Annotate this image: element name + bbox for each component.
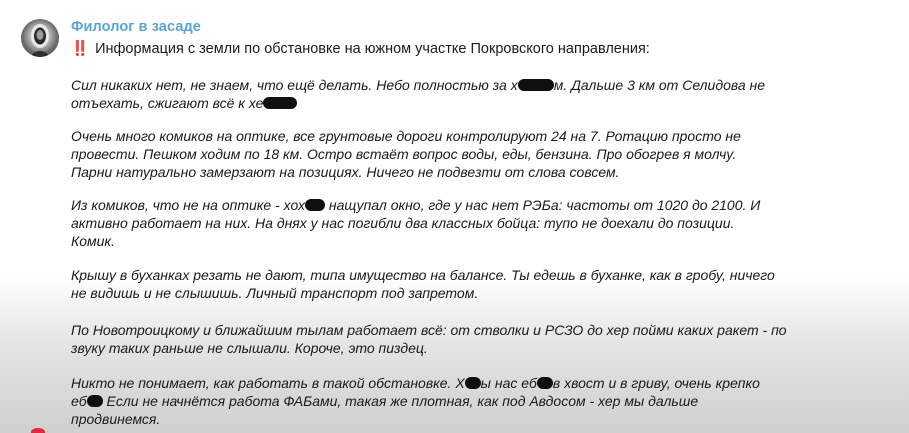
redaction-mark <box>305 199 325 211</box>
text-fragment: Из комиков, что не на оптике - хох <box>71 197 305 213</box>
text-fragment: еб <box>71 393 87 409</box>
paragraph-line: активно работает на них. На днях у нас погибли два классных бойца: тупо не доехали до позиции. <box>71 215 735 231</box>
avatar-portrait-icon <box>21 19 59 57</box>
redaction-mark <box>87 395 103 407</box>
paragraph-line <box>71 76 765 94</box>
redaction-mark <box>537 377 553 389</box>
paragraph-1 <box>71 76 765 112</box>
paragraph-line: По Новотроицкому и ближайшим тылам работает всё: от стволки и РСЗО до хер пойми каких ракет - по <box>71 322 787 338</box>
channel-avatar[interactable] <box>21 19 59 57</box>
text-fragment: Сил никаких нет, не знаем, что ещё делать. Небо полностью за х <box>71 77 518 93</box>
redaction-mark <box>518 79 554 91</box>
post-headline <box>71 40 650 57</box>
double-exclamation-icon: ‼️ <box>71 41 88 57</box>
paragraph-line <box>71 392 760 410</box>
text-fragment: м. Дальше 3 км от Селидова не <box>553 77 766 93</box>
paragraph-line <box>71 196 760 214</box>
paragraph-line: Крышу в буханках резать не дают, типа имущество на балансе. Ты едешь в буханке, как в гробу, ничего <box>71 267 775 283</box>
paragraph-line: Очень много комиков на оптике, все грунтовые дороги контролируют 24 на 7. Ротацию просто не <box>71 128 741 144</box>
text-fragment: в хвост и в гриву, очень крепко <box>552 375 760 391</box>
paragraph-5 <box>71 321 787 357</box>
reaction-indicator-icon <box>31 428 45 433</box>
paragraph-line: Комик. <box>71 233 115 249</box>
redaction-mark <box>263 97 297 109</box>
text-fragment: Никто не понимает, как работать в такой обстановке. Х <box>71 375 465 391</box>
paragraph-2 <box>71 127 741 181</box>
paragraph-line: Парни натурально замерзают на позициях. Ничего не подвезти от слова совсем. <box>71 164 620 180</box>
text-fragment: нащупал окно, где у нас нет РЭБа: частоты от 1020 до 2100. И <box>324 197 761 213</box>
redaction-mark <box>465 377 481 389</box>
text-fragment: Если не начнётся работа ФАБами, такая же плотная, как под Авдосом - хер мы дальше <box>102 393 699 409</box>
headline-text: Информация с земли по обстановке на южном участке Покровского направления: <box>95 41 650 57</box>
channel-name[interactable]: Филолог в засаде <box>71 19 201 35</box>
paragraph-line <box>71 94 765 112</box>
text-fragment: ы нас еб <box>480 375 537 391</box>
paragraph-line: звуку таких раньше не слышали. Короче, это пиздец. <box>71 340 428 356</box>
paragraph-line: продвинемся. <box>71 411 161 427</box>
text-fragment: отъехать, сжигают всё к хе <box>71 95 264 111</box>
paragraph-6 <box>71 374 760 428</box>
paragraph-3 <box>71 196 760 250</box>
paragraph-line: провести. Пешком ходим по 18 км. Остро встаёт вопрос воды, еды, бензина. Про обогрев я молчу. <box>71 146 737 162</box>
paragraph-line <box>71 374 760 392</box>
paragraph-4 <box>71 266 775 302</box>
paragraph-line: не видишь и не слышишь. Личный транспорт под запретом. <box>71 285 479 301</box>
